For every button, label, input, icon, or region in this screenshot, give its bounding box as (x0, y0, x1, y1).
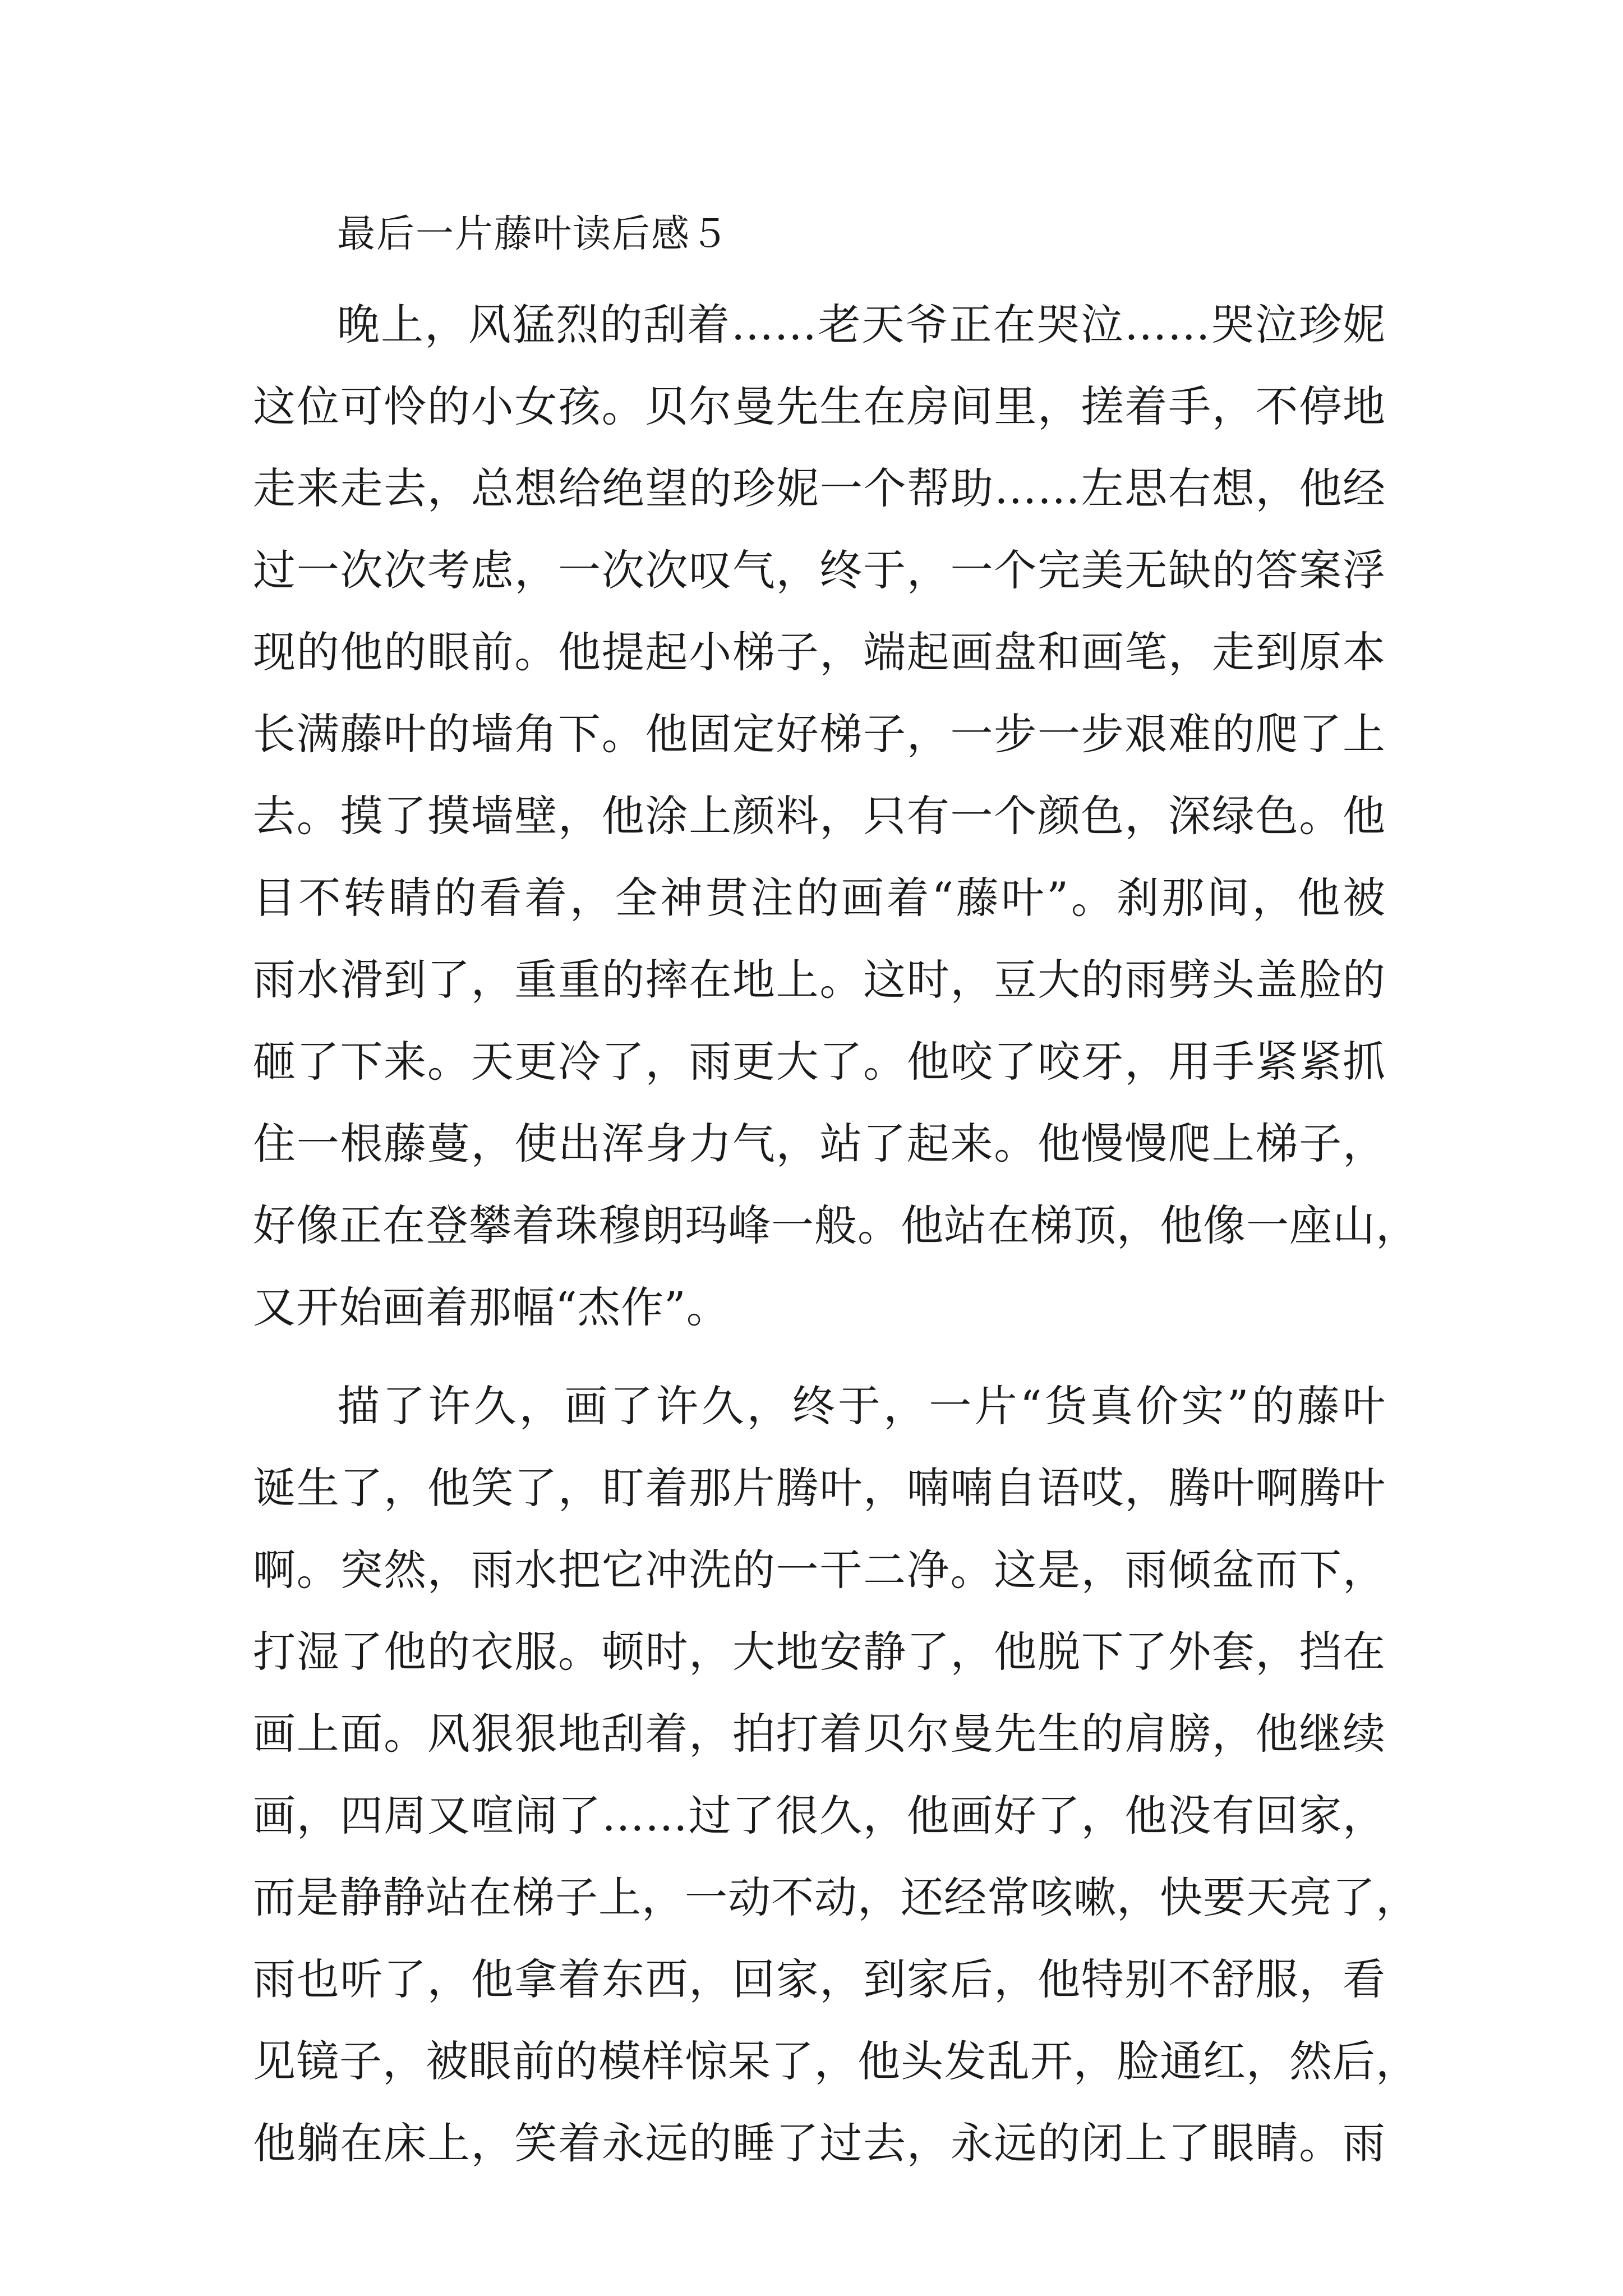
text-line: 目不转睛的看着，全神贯注的画着“藤叶”。刹那间，他被 (253, 873, 1386, 923)
text-line: 画上面。风狠狠地刮着，拍打着贝尔曼先生的肩膀，他继续 (253, 1709, 1386, 1759)
text-line: 他躺在床上，笑着永远的睡了过去，永远的闭上了眼睛。雨 (253, 2118, 1386, 2168)
text-line: 去。摸了摸墙壁，他涂上颜料，只有一个颜色，深绿色。他 (253, 791, 1386, 841)
text-line: 住一根藤蔓，使出浑身力气，站了起来。他慢慢爬上梯子， (253, 1119, 1386, 1168)
text-line: 雨水滑到了，重重的摔在地上。这时，豆大的雨劈头盖脸的 (253, 955, 1386, 1005)
text-line: 这位可怜的小女孩。贝尔曼先生在房间里，搓着手，不停地 (253, 381, 1386, 431)
text-line: 而是静静站在梯子上，一动不动，还经常咳嗽，快要天亮了， (253, 1872, 1419, 1922)
text-line: 画，四周又喧闹了……过了很久，他画好了，他没有回家， (253, 1791, 1386, 1841)
text-line: 砸了下来。天更冷了，雨更大了。他咬了咬牙，用手紧紧抓 (253, 1037, 1386, 1087)
text-line: 走来走去，总想给绝望的珍妮一个帮助……左思右想，他经 (253, 463, 1386, 513)
text-line: 诞生了，他笑了，盯着那片腾叶，喃喃自语哎，腾叶啊腾叶 (253, 1463, 1386, 1513)
paragraph-spacer (253, 1349, 1386, 1365)
text-line: 过一次次考虑，一次次叹气，终于，一个完美无缺的答案浮 (253, 545, 1386, 595)
document-body (253, 208, 1419, 2184)
text-line: 好像正在登攀着珠穆朗玛峰一般。他站在梯顶，他像一座山， (253, 1200, 1419, 1250)
text-line: 长满藤叶的墙角下。他固定好梯子，一步一步艰难的爬了上 (253, 709, 1386, 759)
text-line: 见镜子，被眼前的模样惊呆了，他头发乱开，脸通红，然后， (253, 2036, 1419, 2086)
text-line: 描了许久，画了许久，终于，一片“货真价实”的藤叶 (337, 1381, 1386, 1431)
text-line: 现的他的眼前。他提起小梯子，端起画盘和画笔，走到原本 (253, 627, 1386, 677)
paragraph-2 (253, 1365, 1419, 2184)
text-line: 雨也听了，他拿着东西，回家，到家后，他特别不舒服，看 (253, 1954, 1386, 2004)
text-line: 打湿了他的衣服。顿时，大地安静了，他脱下了外套，挡在 (253, 1627, 1386, 1677)
text-line: 啊。突然，雨水把它冲洗的一干二净。这是，雨倾盆而下， (253, 1545, 1386, 1595)
text-line: 又开始画着那幅“杰作”。 (253, 1282, 730, 1332)
paragraph-1 (253, 284, 1419, 1349)
document-title: 最后一片藤叶读后感５ (337, 212, 730, 256)
text-line: 晚上，风猛烈的刮着……老天爷正在哭泣……哭泣珍妮 (337, 300, 1386, 349)
